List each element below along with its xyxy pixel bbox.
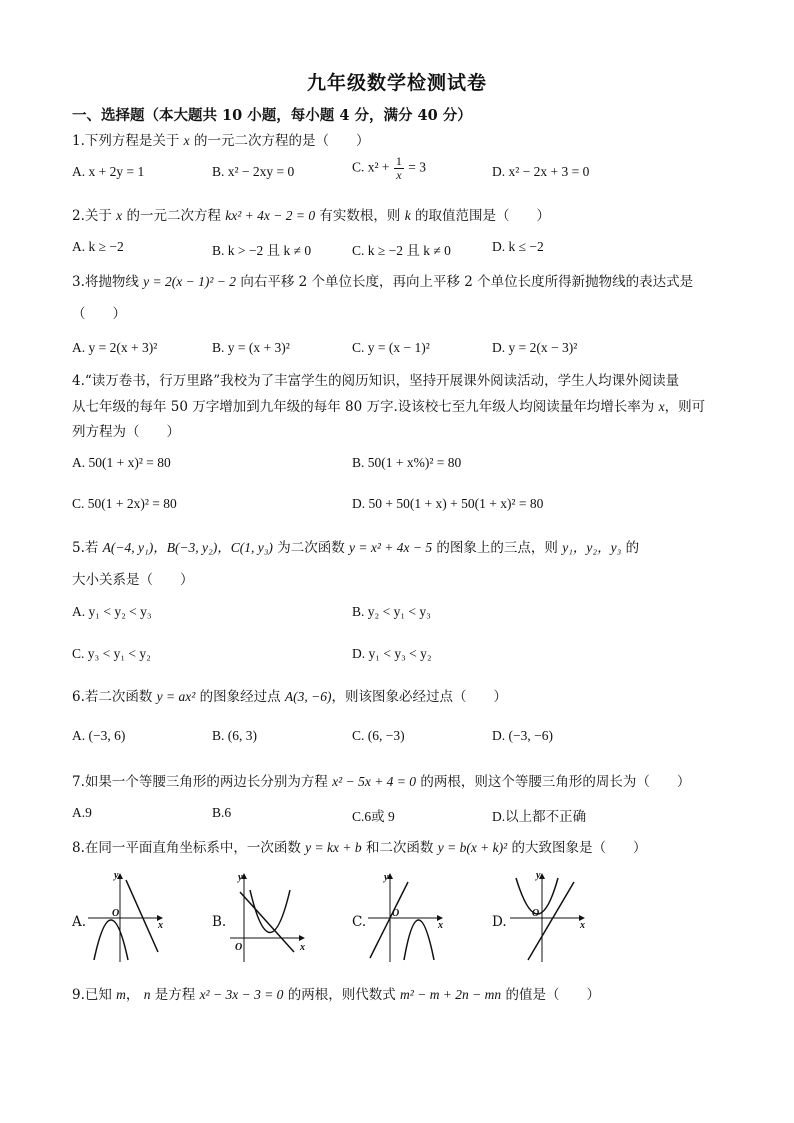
q5-option-a: A. y₁ < y₂ < y₃	[72, 604, 152, 619]
question-9-stem: 9.已知 m， n 是方程 x² − 3x − 3 = 0 的两根，则代数式 m² − m + 2n − mn 的值是（ ）	[72, 987, 600, 1003]
q5-option-d: D. y₁ < y₃ < y₂	[352, 646, 432, 661]
q8-graph-a-label: A.	[72, 914, 87, 930]
question-6-stem: 6.若二次函数 y = ax² 的图象经过点 A(3, −6)，则该图象必经过点（ ）	[72, 689, 508, 705]
svg-text:y: y	[384, 872, 389, 883]
svg-text:x: x	[158, 920, 163, 931]
q7-option-c: C.6或 9	[352, 809, 395, 824]
q7-option-b: B.6	[212, 805, 232, 820]
parabola	[404, 920, 434, 960]
q2-option-a: A. k ≥ −2	[72, 239, 124, 254]
question-3-stem: 3.将抛物线 y = 2(x − 1)² − 2 向右平移 2 个单位长度，再向上平移 2 个单位长度所得新抛物线的表达式是	[72, 274, 694, 290]
section-heading: 一、选择题（本大题共 10 小题，每小题 4 分，满分 40 分）	[72, 107, 472, 124]
q8-graph-d	[508, 870, 588, 965]
svg-text:y: y	[536, 870, 541, 881]
svg-text:x: x	[300, 942, 305, 953]
q8-graph-b-label: B.	[212, 914, 227, 930]
question-1-stem: 1.下列方程是关于 x 的一元二次方程的是（ ）	[72, 133, 370, 149]
q7-option-a: A.9	[72, 805, 92, 820]
q8-graph-b	[228, 870, 308, 965]
svg-text:O: O	[392, 908, 400, 919]
q1-option-d: D. x² − 2x + 3 = 0	[492, 164, 590, 179]
parabola	[94, 920, 128, 960]
exam-title: 九年级数学检测试卷	[306, 72, 487, 94]
q8-graph-c	[366, 870, 446, 965]
q3-option-c: C. y = (x − 1)²	[352, 340, 430, 355]
q2-option-b: B. k > −2 且 k ≠ 0	[212, 243, 312, 258]
svg-text:y: y	[114, 870, 119, 881]
q1-option-c: C. x² + $\frac{1}{x}$ = 3	[352, 154, 427, 182]
line	[240, 892, 294, 952]
question-8-stem: 8.在同一平面直角坐标系中，一次函数 y = kx + b 和二次函数 y = b(x + k)² 的大致图象是（ ）	[72, 840, 647, 856]
q1-option-b: B. x² − 2xy = 0	[212, 164, 295, 179]
q8-graph-a	[86, 870, 166, 965]
q8-graph-c-label: C.	[352, 914, 367, 930]
q1-option-a: A. x + 2y = 1	[72, 164, 145, 179]
svg-text:x: x	[438, 920, 443, 931]
svg-text:O: O	[112, 908, 120, 919]
line	[370, 882, 408, 958]
q3-option-b: B. y = (x + 3)²	[212, 340, 290, 355]
question-2-stem: 2.关于 x 的一元二次方程 kx² + 4x − 2 = 0 有实数根，则 k 的取值范围是（ ）	[72, 208, 551, 224]
q5-option-c: C. y₃ < y₁ < y₂	[72, 646, 151, 661]
q2-option-d: D. k ≤ −2	[492, 239, 544, 254]
question-4-line-1: 4.“读万卷书，行万里路”我校为了丰富学生的阅历知识，坚持开展课外阅读活动，学生人均课外阅读量	[72, 373, 680, 389]
q4-option-a: A. 50(1 + x)² = 80	[72, 455, 171, 470]
svg-text:x: x	[580, 920, 585, 931]
q8-graph-d-label: D.	[492, 914, 507, 930]
q2-option-c: C. k ≥ −2 且 k ≠ 0	[352, 243, 451, 258]
svg-text:y: y	[238, 872, 243, 883]
q4-option-c: C. 50(1 + 2x)² = 80	[72, 496, 177, 511]
line	[126, 880, 158, 952]
q5-option-b: B. y₂ < y₁ < y₃	[352, 604, 431, 619]
q6-option-d: D. (−3, −6)	[492, 728, 553, 743]
question-4-line-3: 列方程为（ ）	[72, 424, 180, 440]
q3-option-a: A. y = 2(x + 3)²	[72, 340, 158, 355]
q6-option-b: B. (6, 3)	[212, 728, 257, 743]
q4-option-d: D. 50 + 50(1 + x) + 50(1 + x)² = 80	[352, 496, 544, 511]
q4-option-b: B. 50(1 + x%)² = 80	[352, 455, 462, 470]
q3-option-d: D. y = 2(x − 3)²	[492, 340, 578, 355]
question-5-line-2: 大小关系是（ ）	[72, 572, 194, 588]
q7-option-d: D.以上都不正确	[492, 809, 587, 824]
question-5-stem: 5.若 A(−4, y₁)，B(−3, y₂)，C(1, y₃) 为二次函数 y = x² + 4x − 5 的图象上的三点，则 y₁，y₂，y₃ 的	[72, 540, 640, 556]
line	[528, 882, 574, 960]
svg-text:O: O	[532, 908, 540, 919]
question-3-blank: （ ）	[72, 306, 126, 322]
question-4-line-2: 从七年级的每年 50 万字增加到九年级的每年 80 万字.设该校七至九年级人均阅读量年均增长率为 x，则可	[72, 399, 706, 415]
svg-text:O: O	[235, 942, 243, 953]
q6-option-c: C. (6, −3)	[352, 728, 405, 743]
q6-option-a: A. (−3, 6)	[72, 728, 126, 743]
var-x: x	[183, 133, 190, 148]
question-7-stem: 7.如果一个等腰三角形的两边长分别为方程 x² − 5x + 4 = 0 的两根，则这个等腰三角形的周长为（ ）	[72, 774, 691, 790]
